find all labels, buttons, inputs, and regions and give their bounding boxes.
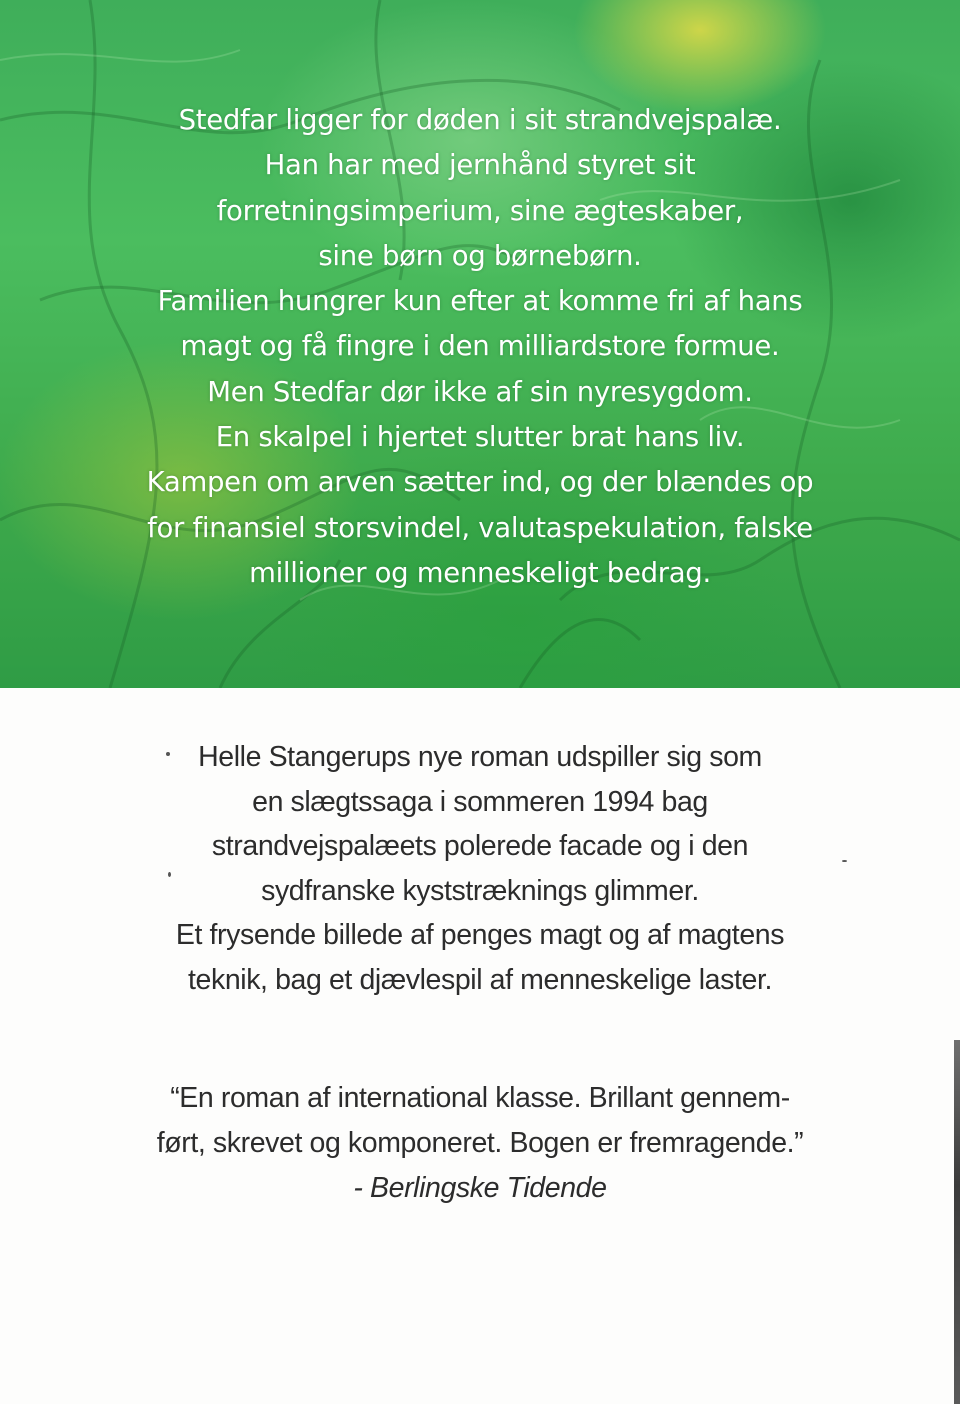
scan-speck — [168, 872, 171, 877]
description-line: Et frysende billede af penges magt og af magtens — [175, 919, 785, 952]
description-line: sydfranske kyststræknings glimmer. — [261, 874, 699, 907]
blurb-line: Stedfar ligger for døden i sit strandvejspalæ. — [178, 104, 782, 136]
description-line: teknik, bag et djævlespil af menneskelige laster. — [188, 963, 772, 996]
blurb-line: Kampen om arven sætter ind, og der blændes op — [146, 466, 814, 499]
blurb-line: sine børn og børnebørn. — [318, 239, 642, 272]
book-description — [0, 735, 960, 1003]
review-source: - Berlingske Tidende — [353, 1172, 607, 1204]
blurb-line: magt og få fingre i den milliardstore formue. — [180, 330, 780, 363]
scan-speck — [166, 752, 170, 756]
description-line: Helle Stangerups nye roman udspiller sig som — [198, 741, 762, 773]
green-leaf-panel — [0, 0, 960, 688]
blurb-line: millioner og menneskeligt bedrag. — [249, 556, 711, 589]
blurb-text — [0, 98, 960, 596]
quote-line: ført, skrevet og komponeret. Bogen er fremragende.” — [156, 1127, 804, 1159]
blurb-line: En skalpel i hjertet slutter brat hans liv. — [215, 421, 745, 454]
review-quote — [0, 1076, 960, 1166]
description-line: en slægtssaga i sommeren 1994 bag — [252, 785, 708, 818]
blurb-line: Han har med jernhånd styret sit — [264, 149, 696, 182]
blurb-line: for finansiel storsvindel, valutaspekulation, falske — [147, 511, 813, 544]
blurb-line: Men Stedfar dør ikke af sin nyresygdom. — [207, 375, 753, 408]
description-line: strandvejspalæets polerede facade og i den — [211, 830, 749, 863]
scan-speck — [842, 860, 847, 862]
blurb-line: forretningsimperium, sine ægteskaber, — [216, 194, 744, 227]
quote-line: “En roman af international klasse. Brillant gennem- — [170, 1082, 790, 1114]
scan-edge-shadow — [954, 1040, 960, 1404]
blurb-line: Familien hungrer kun efter at komme fri af hans — [157, 285, 803, 318]
